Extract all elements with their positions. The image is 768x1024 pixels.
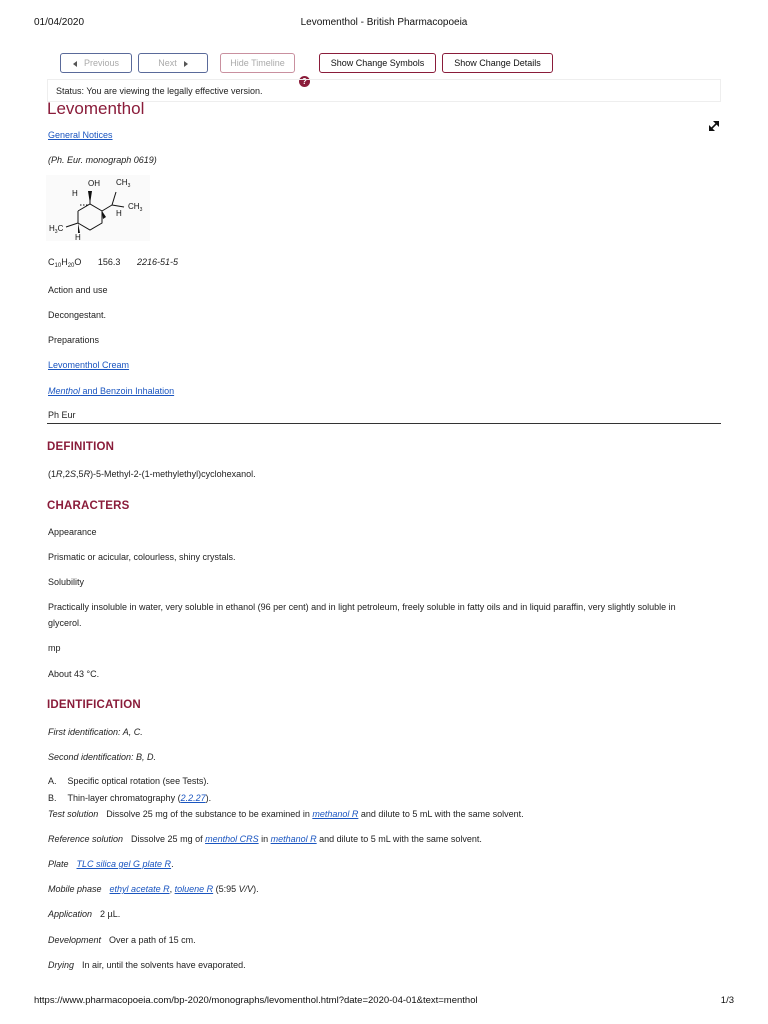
h-label-2: H	[116, 209, 122, 218]
identification-heading: IDENTIFICATION	[47, 699, 141, 711]
item-a-letter: A.	[48, 776, 57, 786]
reference-solution-line	[48, 834, 482, 844]
development-text: Over a path of 15 cm.	[109, 935, 196, 945]
mobile-close: ).	[253, 884, 259, 894]
test-solution-line	[48, 809, 524, 819]
tlc-plate-link[interactable]: TLC silica gel G plate R	[76, 859, 172, 869]
preparations-heading: Preparations	[48, 335, 100, 345]
item-a-text: Specific optical rotation (see Tests).	[67, 776, 209, 786]
formula-o: O	[74, 257, 82, 267]
h-label-1: H	[72, 189, 78, 198]
reference-solution-text: Dissolve 25 mg of	[131, 834, 206, 844]
mp-label: mp	[48, 643, 61, 653]
characters-heading: CHARACTERS	[47, 500, 130, 512]
application-text: 2 µL.	[100, 909, 121, 919]
mobile-phase-line	[48, 884, 259, 894]
solubility-label: Solubility	[48, 577, 85, 587]
def-s: S	[70, 469, 77, 479]
definition-text	[48, 469, 256, 479]
formula-h: H	[61, 257, 68, 267]
item-b-letter: B.	[48, 793, 57, 803]
chevron-right-icon	[184, 61, 188, 67]
print-url: https://www.pharmacopoeia.com/bp-2020/monographs/levomenthol.html?date=2020-04-01&text=menthol	[34, 995, 478, 1006]
hide-timeline-button[interactable]: Hide Timeline	[220, 53, 295, 73]
mp-text: About 43 °C.	[48, 669, 100, 679]
test-solution-label: Test solution	[48, 809, 99, 819]
page-title: Levomenthol	[47, 99, 145, 118]
print-footer	[34, 995, 734, 1009]
appearance-text: Prismatic or acicular, colourless, shiny crystals.	[48, 552, 236, 562]
status-label: Status:	[56, 86, 85, 96]
def-mid1: ,2	[62, 469, 71, 479]
print-page-number: 1/3	[720, 995, 734, 1006]
expand-arrows-icon[interactable]	[707, 119, 721, 133]
next-button[interactable]	[138, 53, 208, 73]
mobile-phase-label: Mobile phase	[48, 884, 102, 894]
show-change-symbols-button[interactable]: Show Change Symbols	[319, 53, 436, 73]
help-icon[interactable]: ?	[299, 76, 310, 87]
ph-eur-marker: Ph Eur	[48, 410, 76, 420]
ch3-right-text: CH	[128, 202, 140, 211]
general-notices-link[interactable]: General Notices	[48, 130, 113, 140]
def-suffix: )-5-Methyl-2-(1-methylethyl)cyclohexanol.	[90, 469, 256, 479]
formula-h-count: 20	[67, 263, 75, 269]
tlc-method-link[interactable]: 2.2.27	[180, 793, 206, 803]
oh-label: OH	[88, 179, 100, 188]
solubility-text: Practically insoluble in water, very soluble in ethanol (96 per cent) and in light petroleum, freely soluble in fatty oils and in liquid paraffin, very slightly soluble in glycerol.	[48, 602, 676, 628]
section-divider	[47, 423, 721, 424]
plate-end: .	[171, 859, 174, 869]
menthol-benzoin-inhalation-link[interactable]	[48, 386, 174, 396]
reference-mid: in	[258, 834, 271, 844]
next-label: Next	[158, 58, 177, 68]
menthol-crs-link[interactable]: menthol CRS	[205, 834, 259, 844]
drying-text: In air, until the solvents have evaporated.	[82, 960, 246, 970]
action-and-use-heading: Action and use	[48, 285, 108, 295]
ethyl-acetate-link[interactable]: ethyl acetate R	[109, 884, 170, 894]
test-solution-text: Dissolve 25 mg of the substance to be examined in	[106, 809, 313, 819]
drying-label: Drying	[48, 960, 75, 970]
ph-eur-monograph-ref: (Ph. Eur. monograph 0619)	[48, 155, 157, 165]
plate-line	[48, 859, 174, 869]
drying-line	[48, 960, 246, 970]
status-bar	[47, 79, 721, 102]
chemical-structure-diagram	[46, 175, 150, 241]
ch3-top-text: CH	[116, 178, 128, 187]
previous-label: Previous	[83, 58, 119, 68]
show-change-details-button[interactable]: Show Change Details	[442, 53, 553, 73]
inhalation-rest: and Benzoin Inhalation	[80, 386, 175, 396]
def-r2: R	[83, 469, 91, 479]
print-page-title: Levomenthol - British Pharmacopoeia	[300, 17, 468, 28]
development-line	[48, 935, 196, 945]
test-solution-end: and dilute to 5 mL with the same solvent.	[358, 809, 524, 819]
application-line	[48, 909, 120, 919]
application-label: Application	[48, 909, 93, 919]
print-header	[34, 17, 734, 31]
reference-solution-end: and dilute to 5 mL with the same solvent.	[316, 834, 482, 844]
identification-item-b	[48, 793, 211, 803]
appearance-label: Appearance	[48, 527, 97, 537]
formula-c-count: 10	[54, 263, 62, 269]
definition-heading: DEFINITION	[47, 441, 115, 453]
status-text: You are viewing the legally effective version.	[86, 86, 263, 96]
previous-button[interactable]	[60, 53, 132, 73]
levomenthol-cream-link[interactable]: Levomenthol Cream	[48, 360, 130, 370]
h3c-h: H	[49, 224, 55, 233]
chevron-left-icon	[73, 61, 77, 67]
def-mid2: ,5	[76, 469, 84, 479]
plate-label: Plate	[48, 859, 69, 869]
reference-solution-label: Reference solution	[48, 834, 124, 844]
ch3-top-sub: 3	[127, 183, 131, 189]
h3c-sub: 3	[54, 229, 58, 235]
development-label: Development	[48, 935, 102, 945]
mobile-vv: V/V	[238, 884, 254, 894]
methanol-r-link[interactable]: methanol R	[312, 809, 359, 819]
molecular-formula-line	[48, 257, 178, 269]
def-r1: R	[56, 469, 63, 479]
def-prefix: (1	[48, 469, 57, 479]
molecular-weight: 156.3	[97, 257, 121, 267]
formula-c: C	[48, 257, 55, 267]
methanol-r-link-2[interactable]: methanol R	[270, 834, 317, 844]
item-b-end: ).	[205, 793, 212, 803]
mobile-sep: ,	[169, 884, 175, 894]
action-and-use-text: Decongestant.	[48, 310, 107, 320]
second-identification: Second identification: B, D.	[48, 752, 157, 762]
item-b-text: Thin-layer chromatography (	[67, 793, 181, 803]
print-date: 01/04/2020	[34, 17, 85, 28]
ch3-right-sub: 3	[139, 207, 143, 213]
identification-item-a	[48, 776, 209, 786]
h3c-c: C	[57, 224, 64, 233]
mobile-end: (5:95	[213, 884, 239, 894]
toluene-link[interactable]: toluene R	[174, 884, 214, 894]
cas-number: 2216-51-5	[136, 257, 178, 267]
first-identification: First identification: A, C.	[48, 727, 143, 737]
h-label-4: H	[75, 233, 81, 241]
menthol-italic: Menthol	[48, 386, 81, 396]
